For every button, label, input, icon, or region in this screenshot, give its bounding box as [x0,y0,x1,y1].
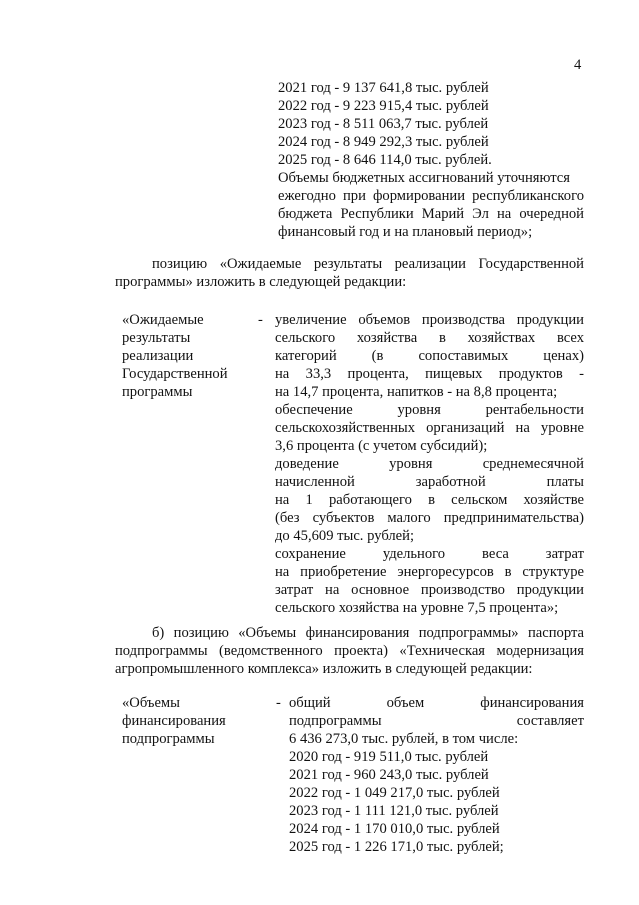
label-line: программы [122,384,193,400]
label-line: «Ожидаемые [122,312,204,328]
result-line: на 33,3 процента, пищевых продуктов - [275,366,584,382]
funding-line: 2025 год - 1 226 171,0 тыс. рублей; [289,839,504,855]
result-line: до 45,609 тыс. рублей; [275,528,415,544]
result-line: обеспечение уровня рентабельности [275,402,584,418]
paragraph-line: агропромышленного комплекса» изложить в следующей редакции: [115,661,533,677]
funding-year-line: 2024 год - 8 949 292,3 тыс. рублей [278,134,489,150]
label-line: «Объемы [122,695,180,711]
paragraph-line: программы» изложить в следующей редакции: [115,274,407,290]
funding-note-line: бюджета Республики Марий Эл на очередной [278,206,584,222]
subprogram-funding-dash: - [276,695,281,711]
funding-line: общий объем финансирования [289,695,584,711]
result-line: сохранение удельного веса затрат [275,546,584,562]
funding-year-line: 2023 год - 8 511 063,7 тыс. рублей [278,116,489,132]
funding-line: 2023 год - 1 111 121,0 тыс. рублей [289,803,499,819]
expected-results-text [275,311,584,617]
result-line: категорий (в сопоставимых ценах) [275,348,584,364]
subprogram-paragraph [115,624,584,678]
funding-line: 2021 год - 960 243,0 тыс. рублей [289,767,489,783]
result-line: на 1 работающего в сельском хозяйстве [275,492,584,508]
funding-year-line: 2022 год - 9 223 915,4 тыс. рублей [278,98,489,114]
funding-year-line: 2025 год - 8 646 114,0 тыс. рублей. [278,152,492,168]
funding-note-line: финансовый год и на плановый период»; [278,224,533,240]
funding-line: 6 436 273,0 тыс. рублей, в том числе: [289,731,519,747]
result-line: затрат на основное производство продукции [275,582,584,598]
subprogram-funding-label [122,694,252,748]
label-line: Государственной [122,366,228,382]
label-line: подпрограммы [122,731,215,747]
page-number: 4 [574,57,582,73]
position-paragraph [115,255,584,291]
result-line: увеличение объемов производства продукции [275,312,584,328]
expected-results-dash: - [258,312,263,328]
result-line: (без субъектов малого предпринимательства) [275,510,584,526]
funding-line: подпрограммы составляет [289,713,584,729]
result-line: сельскохозяйственных организаций на уровне [275,420,584,436]
funding-note-line: Объемы бюджетных ассигнований уточняются [278,170,570,186]
paragraph-line: б) позицию «Объемы финансирования подпрограммы» паспорта [152,625,584,641]
label-line: реализации [122,348,194,364]
label-line: финансирования [122,713,226,729]
funding-years-block [278,79,584,241]
funding-line: 2022 год - 1 049 217,0 тыс. рублей [289,785,500,801]
result-line: доведение уровня среднемесячной [275,456,584,472]
result-line: сельского хозяйства в хозяйствах всех [275,330,584,346]
subprogram-funding-text [289,694,584,856]
paragraph-line: позицию «Ожидаемые результаты реализации Государственной [152,256,584,272]
paragraph-line: подпрограммы (ведомственного проекта) «Техническая модернизация [115,643,584,659]
expected-results-label [122,311,252,401]
result-line: на приобретение энергоресурсов в структуре [275,564,584,580]
funding-line: 2020 год - 919 511,0 тыс. рублей [289,749,489,765]
label-line: результаты [122,330,191,346]
funding-note-line: ежегодно при формировании республиканского [278,188,584,204]
funding-line: 2024 год - 1 170 010,0 тыс. рублей [289,821,500,837]
result-line: сельского хозяйства на уровне 7,5 процента»; [275,600,559,616]
result-line: на 14,7 процента, напитков - на 8,8 процента; [275,384,558,400]
result-line: начисленной заработной платы [275,474,584,490]
result-line: 3,6 процента (с учетом субсидий); [275,438,488,454]
funding-year-line: 2021 год - 9 137 641,8 тыс. рублей [278,80,489,96]
